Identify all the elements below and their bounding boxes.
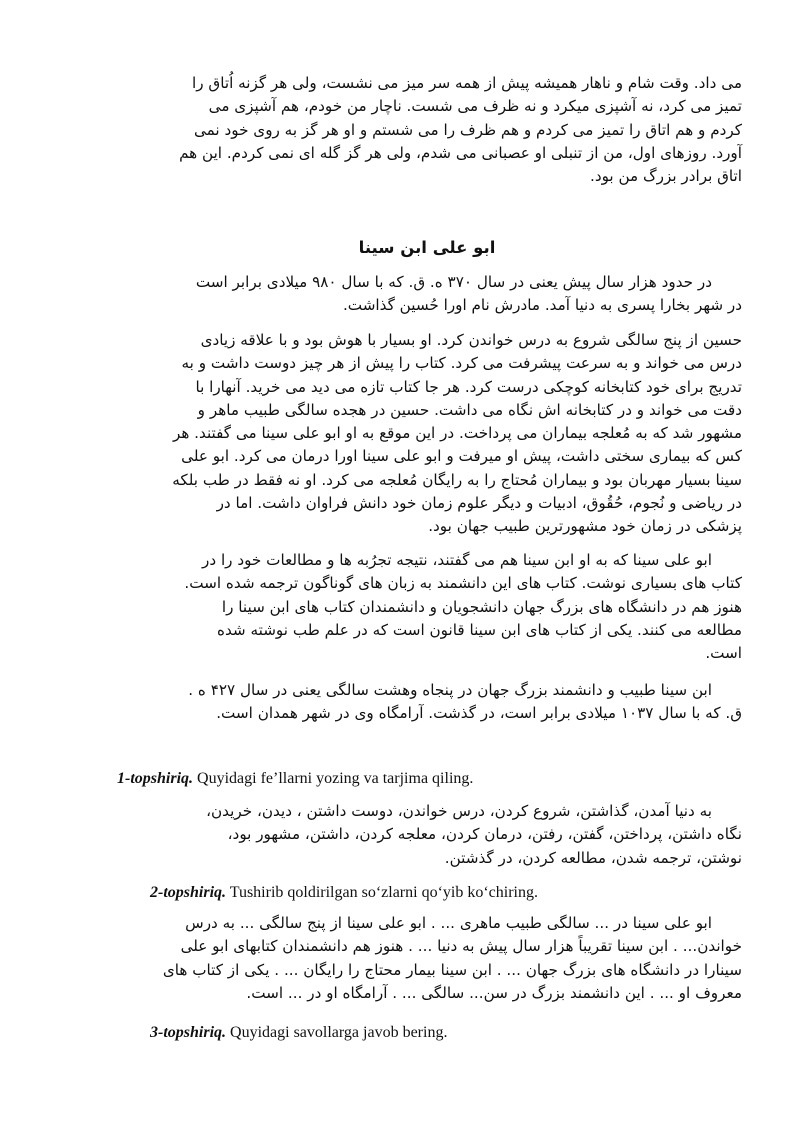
text-line: پزشکی در زمان خود مشهورترین طبیب جهان بود. (428, 517, 742, 536)
task-instruction: Quyidagi savollarga javob bering. (230, 1024, 448, 1041)
paragraph-4 (112, 679, 742, 726)
text-line: ابو علی سینا که به او ابن سینا هم می گفتند، نتیجه تجرُبه ها و مطالعات خود را در (202, 551, 712, 569)
text-line: حسین از پنج سالگی شروع به درس خواندن کرد. او بسیار با هوش بود و با علاقه زیادی (200, 331, 742, 349)
text-line: کتاب های بسیاری نوشت. کتاب های این دانشمند به زبان های گوناگون ترجمه شده است. (184, 574, 742, 593)
text-line: نگاه داشتن، پرداختن، گفتن، رفتن، درمان کردن، معلجه کردن، داشتن، مشهور بود، (227, 825, 742, 844)
text-line: درس می خواند و به سرعت پیشرفت می کرد. کتاب را پیش از هر چیز دوست داشت و به (181, 354, 742, 373)
task-2-heading (150, 882, 538, 904)
task-2-fill-in-text (112, 912, 742, 1005)
task-1-word-list (112, 800, 742, 870)
text-line: است. (705, 644, 742, 663)
intro-paragraph (112, 72, 742, 188)
text-line: هنوز هم در دانشگاه های بزرگ جهان دانشجویان و دانشمندان کتاب های ابن سینا را (221, 597, 742, 616)
text-line: مطالعه می کنند. یکی از کتاب های ابن سینا قانون است که در علم طب نوشته شده (217, 620, 742, 639)
text-line: دقت می خواند و در کتابخانه اش نگاه می داشت. حسین در هجده سالگی طبیب ماهر و (197, 400, 742, 419)
text-line: آورد. روزهای اول، من از تنبلی او عصبانی می شدم، ولی هر گز گله ای نمی کردم. این هم (179, 143, 742, 162)
text-line: سینارا در دانشگاه های بزرگ جهان ... . ابن سینا بیمار محتاج را رایگان ... . یکی از کتاب های (162, 960, 742, 979)
paragraph-3 (112, 549, 742, 665)
text-line: ق. که با سال ۱۰۳۷ میلادی برابر است، در گذشت. آرامگاه وی در شهر همدان است. (216, 704, 742, 723)
text-line: سینا بسیار مهربان بود و بیماران مُحتاج را به رایگان مُعلجه می کرد. او نه فقط در طب بلکه (172, 470, 742, 489)
task-label: 1-topshiriq. (117, 770, 194, 787)
text-line: معروف او ... . این دانشمند بزرگ در سن... سالگی ... . آرامگاه او در ... است. (246, 983, 742, 1002)
text-line: می داد. وقت شام و ناهار همیشه پیش از همه سر میز می نشست، ولی هر گزنه اُتاق را (192, 74, 742, 92)
text-line: تدریج برای خود کتابخانه کوچکی درست کرد. هر جا کتاب تازه می دید می خرید. آنهارا با (195, 377, 742, 396)
section-title: ابو علی ابن سینا (358, 238, 496, 257)
text-line: در ریاضی و نُجوم، حُقُوق، ادبیات و دیگر علوم زمان خود دانش فراوان داشت. اما در (216, 494, 742, 513)
text-line: در شهر بخارا پسری به دنیا آمد. مادرش نام اورا حُسین گذاشت. (342, 296, 742, 315)
paragraph-1 (112, 271, 742, 318)
text-line: تمیز می کرد، نه آشپزی میکرد و نه ظرف می شست. ناچار من خودم، هم آشپزی می (208, 97, 742, 116)
task-label: 3-topshiriq. (150, 1024, 227, 1041)
task-instruction: Quyidagi fe’llarni yozing va tarjima qiling. (197, 770, 474, 787)
text-line: اتاق برادر بزرگ من بود. (590, 167, 742, 186)
text-line: مشهور شد که به مُعلجه بیماران می پرداخت. در این موقع به او ابو علی سینا می گفتند. هر (172, 424, 742, 443)
task-1-heading (117, 768, 473, 790)
text-line: ابو علی سینا در ... سالگی طبیب ماهری ... . ابو علی سینا از پنج سالگی ... به درس (185, 914, 712, 932)
task-label: 2-topshiriq. (150, 884, 227, 901)
paragraph-2 (112, 329, 742, 539)
text-line: به دنیا آمدن، گذاشتن، شروع کردن، درس خواندن، دوست داشتن ، دیدن، خریدن، (206, 802, 712, 820)
text-line: نوشتن، ترجمه شدن، مطالعه کردن، در گذشتن. (444, 848, 742, 867)
task-instruction: Tushirib qoldirilgan so‘zlarni qo‘yib ko‘chiring. (229, 884, 538, 901)
text-line: ابن سینا طبیب و دانشمند بزرگ جهان در پنجاه وهشت سالگی یعنی در سال ۴۲۷ ه . (188, 681, 712, 699)
text-line: کردم و هم اتاق را تمیز می کردم و هم ظرف را می شستم و او هر گز به روی خود نمی (193, 120, 742, 139)
text-line: کس که بیماری سختی داشت، پیش او میرفت و ابو علی سینا اورا درمان می کرد. ابو علی (181, 447, 742, 466)
text-line: خواندن... . ابن سینا تقریباً هزار سال پیش به دنیا ... . هنوز هم دانشمندان کتابهای ابو علی (180, 937, 742, 956)
text-line: در حدود هزار سال پیش یعنی در سال ۳۷۰ ه. ق. که با سال ۹۸۰ میلادی برابر است (195, 273, 712, 291)
task-3-heading (150, 1022, 447, 1044)
